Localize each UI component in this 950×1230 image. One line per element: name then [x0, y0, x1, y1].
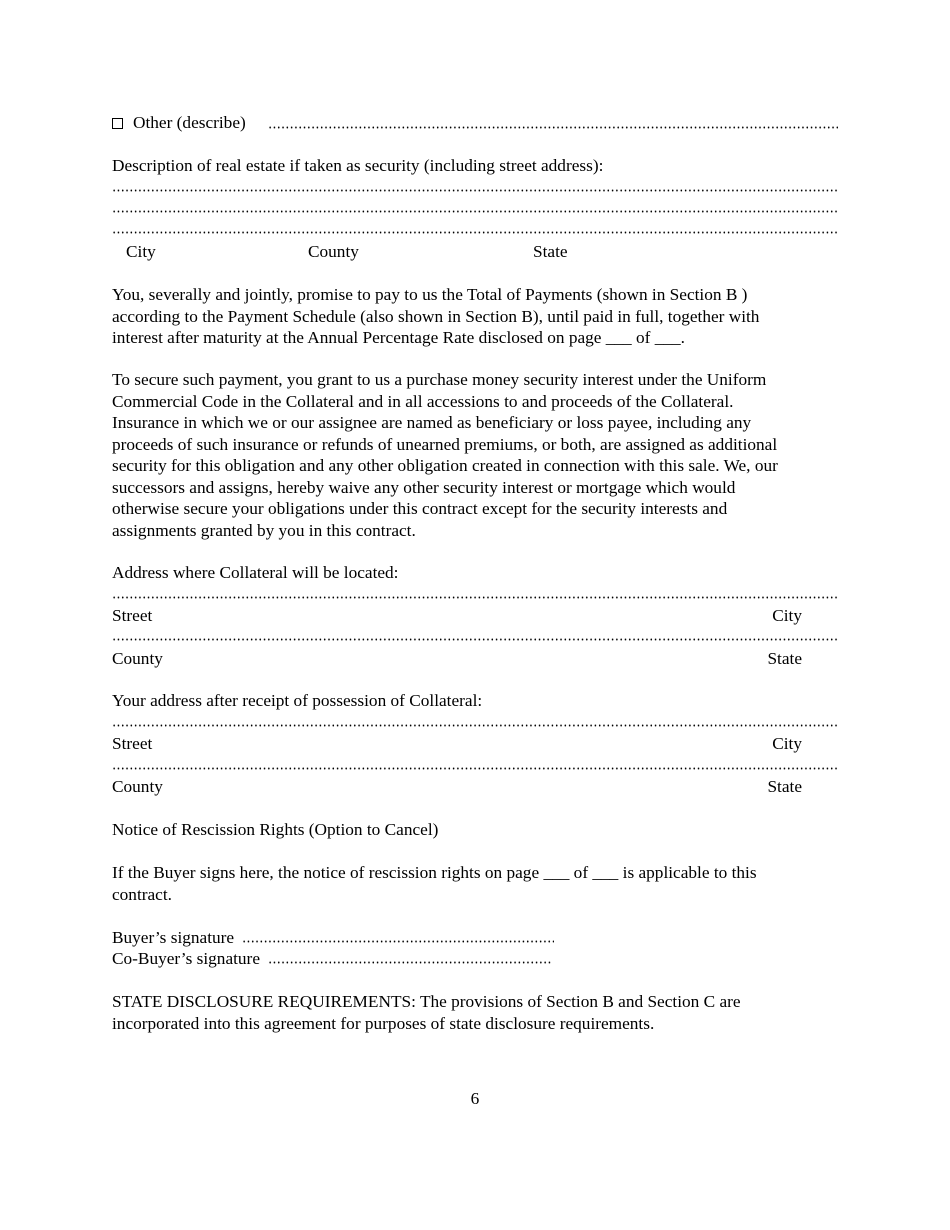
cobuyer-signature-line[interactable]: [268, 961, 552, 964]
state-disclosure-paragraph: [112, 991, 838, 1034]
real-estate-city-label: City: [126, 242, 156, 261]
collateral-county-label: County: [112, 649, 163, 668]
cobuyer-signature-label: Co-Buyer’s signature: [112, 949, 260, 968]
promise-paragraph: [112, 284, 838, 349]
promise-line: interest after maturity at the Annual Percentage Rate disclosed on page ___ of ___.: [112, 328, 685, 347]
rescission-line: If the Buyer signs here, the notice of rescission rights on page ___ of ___ is applicable to this: [112, 863, 757, 882]
collateral-city-label: City: [772, 606, 802, 625]
buyer-signature-line[interactable]: [242, 940, 554, 943]
security-line: Commercial Code in the Collateral and in all accessions to and proceeds of the Collateral.: [112, 391, 734, 411]
security-line: assignments granted by you in this contract.: [112, 520, 416, 540]
collateral-street-label: Street: [112, 606, 153, 625]
other-describe-line[interactable]: [268, 126, 838, 129]
promise-line: You, severally and jointly, promise to pay to us the Total of Payments (shown in Section B ): [112, 285, 748, 304]
real-estate-heading: Description of real estate if taken as security (including street address):: [112, 156, 604, 175]
rescission-line: contract.: [112, 884, 172, 904]
buyer-street-city-line[interactable]: [112, 724, 838, 727]
buyer-city-label: City: [772, 734, 802, 753]
promise-line: according to the Payment Schedule (also shown in Section B), until paid in full, together with: [112, 306, 760, 326]
buyer-state-label: State: [767, 777, 802, 796]
security-paragraph: [112, 369, 838, 541]
other-checkbox[interactable]: [112, 118, 123, 129]
state-disclosure-line: incorporated into this agreement for purposes of state disclosure requirements.: [112, 1013, 655, 1033]
security-line: To secure such payment, you grant to us a purchase money security interest under the Uniform: [112, 370, 767, 389]
collateral-county-state-line[interactable]: [112, 638, 838, 641]
real-estate-line-1[interactable]: [112, 189, 838, 192]
buyer-signature-row: [112, 927, 838, 949]
security-line: otherwise secure your obligations under this contract except for the security interests and: [112, 499, 728, 518]
buyer-signature-label: Buyer’s signature: [112, 928, 235, 947]
real-estate-county-label: County: [308, 242, 359, 261]
collateral-state-label: State: [767, 649, 802, 668]
rescission-heading: Notice of Rescission Rights (Option to Cancel): [112, 820, 439, 839]
buyer-address-heading: Your address after receipt of possession of Collateral:: [112, 691, 483, 710]
collateral-street-city-line[interactable]: [112, 596, 838, 599]
security-line: proceeds of such insurance or refunds of unearned premiums, or both, are assigned as additional: [112, 434, 778, 454]
other-option-label: Other (describe): [133, 113, 246, 132]
buyer-county-state-line[interactable]: [112, 767, 838, 770]
buyer-county-label: County: [112, 777, 163, 796]
real-estate-state-label: State: [533, 242, 568, 261]
cobuyer-signature-row: [112, 948, 838, 970]
page-number: 6: [470, 1089, 480, 1108]
collateral-address-heading: Address where Collateral will be located:: [112, 563, 399, 582]
security-line: Insurance in which we or our assignee are named as beneficiary or loss payee, including any: [112, 413, 752, 432]
security-line: successors and assigns, hereby waive any other security interest or mortgage which would: [112, 477, 736, 497]
state-disclosure-line: STATE DISCLOSURE REQUIREMENTS: The provisions of Section B and Section C are: [112, 992, 741, 1011]
buyer-street-label: Street: [112, 734, 153, 753]
other-option-row: [112, 112, 838, 134]
rescission-text: [112, 862, 838, 905]
security-line: security for this obligation and any other obligation created in connection with this sale. We, our: [112, 456, 778, 475]
real-estate-line-2[interactable]: [112, 210, 838, 213]
real-estate-line-3[interactable]: [112, 231, 838, 234]
